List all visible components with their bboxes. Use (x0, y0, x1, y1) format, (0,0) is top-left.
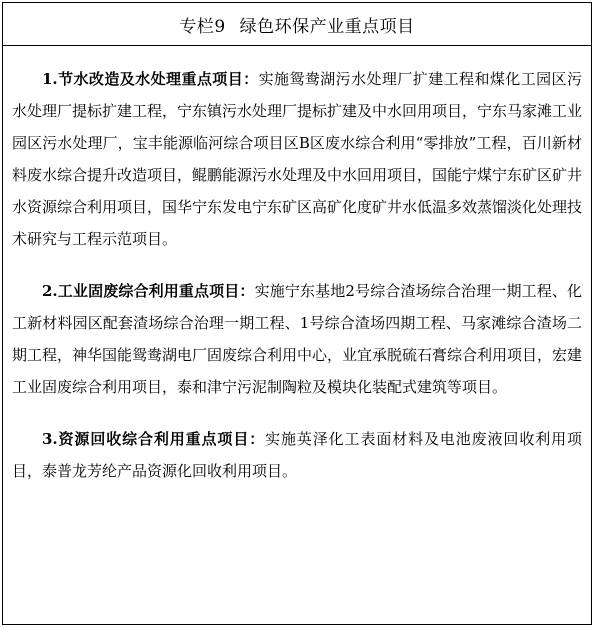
section-paragraph (12, 423, 582, 487)
box-title (3, 3, 591, 46)
box-title-number: 专栏9 (179, 16, 226, 37)
section-heading: 2.工业固废综合利用重点项目： (42, 282, 255, 300)
section-body: 实施宁东基地2号综合渣场综合治理一期工程、化工新材料园区配套渣场综合治理一期工程、1号综合渣场四期工程、马家滩综合渣场二期工程，神华国能鸳鸯湖电厂固废综合利用中心，业宜承脱硫石膏综合利用项目，宏建工业固废综合利用项目，泰和津宁污泥制陶粒及模块化装配式建筑等项目。 (12, 282, 583, 396)
column-box (2, 2, 592, 625)
section-heading: 3.资源回收综合利用重点项目： (42, 430, 266, 448)
section-body: 实施英泽化工表面材料及电池废液回收利用项目，泰普龙芳纶产品资源化回收利用项目。 (12, 430, 582, 480)
box-content (12, 63, 582, 507)
section-heading: 1.节水改造及水处理重点项目： (42, 70, 259, 88)
section-paragraph (12, 63, 582, 255)
box-title-text: 绿色环保产业重点项目 (239, 16, 415, 37)
section-paragraph (12, 275, 582, 403)
section-body: 实施鸳鸯湖污水处理厂扩建工程和煤化工园区污水处理厂提标扩建工程，宁东镇污水处理厂提标扩建及中水回用项目，宁东马家滩工业园区污水处理厂，宝丰能源临河综合项目区B区废水综合利用“零排放”工程，百川新材料废水综合提升改造项目，鲲鹏能源污水处理及中水回用项目，国能宁煤宁东矿区矿井水资源综合利用项目，国华宁东发电宁东矿区高矿化度矿井水低温多效蒸馏淡化处理技术研究与工程示范项目。 (12, 70, 583, 248)
